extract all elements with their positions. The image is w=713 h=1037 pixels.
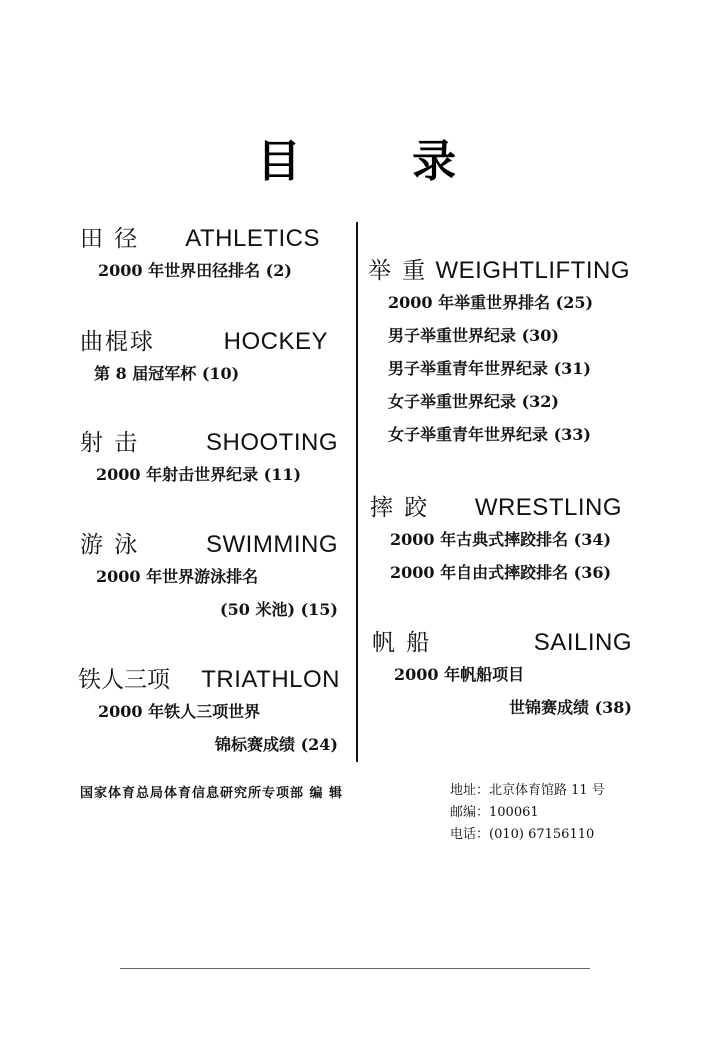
section-en-title: WEIGHTLIFTING (435, 257, 630, 284)
section-header (370, 493, 622, 523)
bottom-rule (120, 968, 590, 969)
section-header (80, 224, 320, 254)
section-cn-title: 曲棍球 (80, 329, 155, 355)
toc-entry[interactable]: 男子举重世界纪录 (30) (388, 326, 559, 345)
section-cn-title: 射 击 (80, 430, 140, 456)
section-en-title: HOCKEY (223, 328, 328, 355)
toc-entry[interactable]: 2000 年举重世界排名 (25) (388, 293, 594, 312)
section-en-title: WRESTLING (474, 494, 622, 521)
section-shooting (80, 428, 338, 491)
section-swimming (80, 530, 338, 626)
section-header (80, 530, 338, 560)
phone-line: 电话：(010) 67156110 (450, 827, 595, 842)
section-cn-title: 举 重 (368, 258, 428, 284)
section-sailing (372, 628, 632, 724)
editor-credit: 国家体育总局体育信息研究所专项部 编 辑 (80, 786, 344, 801)
toc-entry[interactable]: 2000 年自由式摔跤排名 (36) (390, 563, 612, 582)
section-header (78, 665, 340, 695)
section-athletics (80, 224, 320, 287)
section-hockey (80, 327, 328, 390)
section-header (80, 428, 338, 458)
toc-entry[interactable]: 2000 年世界田径排名 (2) (98, 261, 292, 280)
toc-entry-continued[interactable]: 世锦赛成绩 (38) (509, 698, 632, 717)
toc-entry[interactable]: 第 8 届冠军杯 (10) (94, 364, 240, 383)
section-header (80, 327, 328, 357)
page-title: 目 录 (256, 136, 505, 187)
section-en-title: TRIATHLON (201, 666, 340, 693)
column-divider (356, 222, 358, 762)
toc-entry[interactable]: 女子举重世界纪录 (32) (388, 392, 559, 411)
section-cn-title: 铁人三项 (78, 667, 170, 693)
toc-entry[interactable]: 2000 年帆船项目 (394, 665, 525, 684)
section-header (368, 256, 630, 286)
section-weightlifting (368, 256, 630, 451)
section-cn-title: 田 径 (80, 226, 140, 252)
section-cn-title: 帆 船 (372, 630, 432, 656)
toc-entry[interactable]: 2000 年世界游泳排名 (96, 567, 259, 586)
postcode-line: 邮编：100061 (450, 805, 539, 820)
section-en-title: ATHLETICS (185, 225, 320, 252)
section-cn-title: 摔 跤 (370, 495, 430, 521)
section-triathlon (78, 665, 340, 761)
toc-entry-continued[interactable]: (50 米池) (15) (220, 600, 338, 619)
toc-entry[interactable]: 2000 年射击世界纪录 (11) (96, 465, 302, 484)
toc-entry[interactable]: 2000 年古典式摔跤排名 (34) (390, 530, 612, 549)
section-wrestling (370, 493, 622, 589)
toc-entry[interactable]: 男子举重青年世界纪录 (31) (388, 359, 591, 378)
address-line: 地址：北京体育馆路 11 号 (450, 783, 605, 798)
section-en-title: SAILING (533, 629, 632, 656)
section-cn-title: 游 泳 (80, 532, 140, 558)
contact-block (450, 780, 605, 846)
toc-entry-continued[interactable]: 锦标赛成绩 (24) (215, 735, 338, 754)
toc-entry[interactable]: 2000 年铁人三项世界 (98, 702, 261, 721)
section-en-title: SHOOTING (205, 429, 338, 456)
section-en-title: SWIMMING (206, 531, 338, 558)
section-header (372, 628, 632, 658)
toc-entry[interactable]: 女子举重青年世界纪录 (33) (388, 425, 591, 444)
